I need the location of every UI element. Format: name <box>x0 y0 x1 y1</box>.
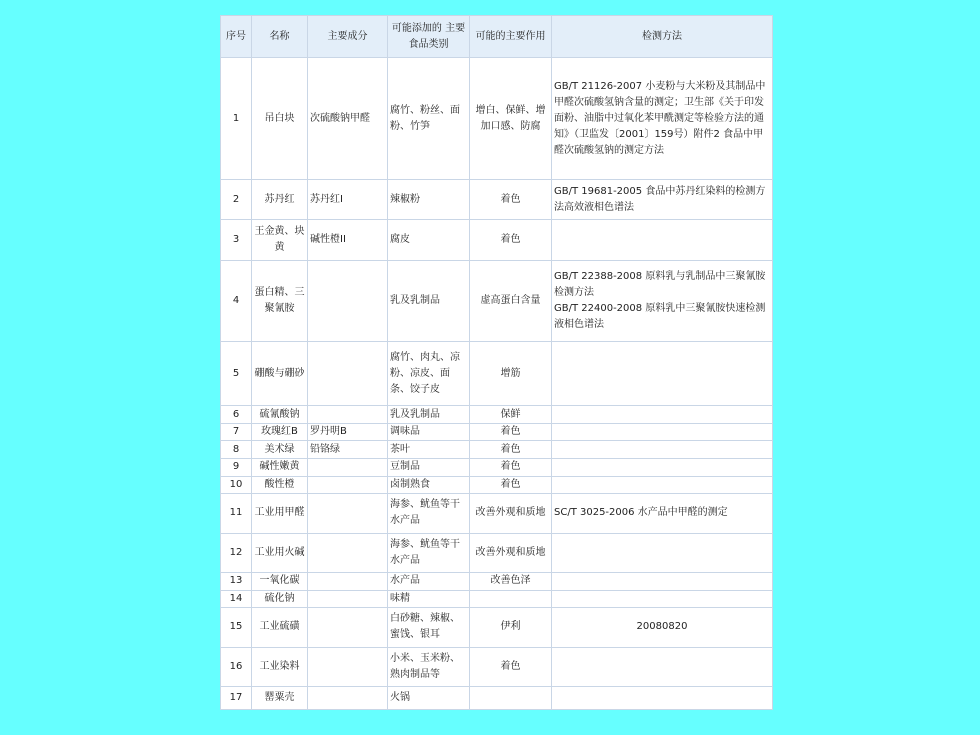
main-ingredient-cell <box>308 533 388 572</box>
additive-name-cell: 王金黄、块黄 <box>252 219 308 260</box>
document-page <box>220 15 772 710</box>
main-effect-cell: 增白、保鲜、增加口感、防腐 <box>470 58 552 180</box>
main-ingredient-cell <box>308 608 388 647</box>
row-number-cell: 7 <box>221 423 252 441</box>
additive-name-cell: 工业染料 <box>252 647 308 686</box>
food-category-cell: 调味品 <box>388 423 470 441</box>
food-category-cell: 茶叶 <box>388 441 470 459</box>
test-method-cell <box>552 459 773 477</box>
additive-name-cell: 酸性橙 <box>252 476 308 494</box>
header-foods: 可能添加的 主要食品类别 <box>388 16 470 58</box>
main-effect-cell: 虚高蛋白含量 <box>470 261 552 342</box>
food-category-cell: 豆制品 <box>388 459 470 477</box>
main-effect-cell: 改善外观和质地 <box>470 494 552 533</box>
test-method-cell <box>552 687 773 710</box>
main-effect-cell: 改善色泽 <box>470 573 552 591</box>
test-method-cell <box>552 590 773 608</box>
additive-name-cell: 蛋白精、三聚氰胺 <box>252 261 308 342</box>
main-effect-cell: 着色 <box>470 459 552 477</box>
table-row <box>221 476 773 494</box>
main-effect-cell: 着色 <box>470 423 552 441</box>
main-ingredient-cell: 碱性橙II <box>308 219 388 260</box>
table-row <box>221 608 773 647</box>
table-row <box>221 406 773 424</box>
additive-name-cell: 吊白块 <box>252 58 308 180</box>
row-number-cell: 11 <box>221 494 252 533</box>
row-number-cell: 2 <box>221 180 252 219</box>
additive-name-cell: 硫化钠 <box>252 590 308 608</box>
food-category-cell: 火锅 <box>388 687 470 710</box>
table-row <box>221 261 773 342</box>
main-effect-cell: 改善外观和质地 <box>470 533 552 572</box>
header-name: 名称 <box>252 16 308 58</box>
food-category-cell: 腐竹、肉丸、凉粉、凉皮、面条、饺子皮 <box>388 341 470 405</box>
food-category-cell: 腐竹、粉丝、面粉、竹笋 <box>388 58 470 180</box>
main-effect-cell: 着色 <box>470 647 552 686</box>
row-number-cell: 6 <box>221 406 252 424</box>
test-method-cell <box>552 406 773 424</box>
main-ingredient-cell: 苏丹红I <box>308 180 388 219</box>
header-method: 检测方法 <box>552 16 773 58</box>
main-ingredient-cell: 罗丹明B <box>308 423 388 441</box>
food-category-cell: 腐皮 <box>388 219 470 260</box>
additive-name-cell: 苏丹红 <box>252 180 308 219</box>
test-method-cell: 20080820 <box>552 608 773 647</box>
illegal-additives-table <box>220 15 773 710</box>
test-method-cell <box>552 647 773 686</box>
row-number-cell: 16 <box>221 647 252 686</box>
header-no: 序号 <box>221 16 252 58</box>
table-row <box>221 533 773 572</box>
main-ingredient-cell: 铅铬绿 <box>308 441 388 459</box>
food-category-cell: 乳及乳制品 <box>388 406 470 424</box>
main-ingredient-cell: 次硫酸钠甲醛 <box>308 58 388 180</box>
food-category-cell: 乳及乳制品 <box>388 261 470 342</box>
main-effect-cell: 伊利 <box>470 608 552 647</box>
row-number-cell: 10 <box>221 476 252 494</box>
row-number-cell: 4 <box>221 261 252 342</box>
main-effect-cell <box>470 590 552 608</box>
main-ingredient-cell <box>308 590 388 608</box>
test-method-cell <box>552 423 773 441</box>
table-row <box>221 423 773 441</box>
main-ingredient-cell <box>308 261 388 342</box>
additive-name-cell: 美术绿 <box>252 441 308 459</box>
test-method-cell <box>552 219 773 260</box>
food-category-cell: 水产品 <box>388 573 470 591</box>
header-ingredient: 主要成分 <box>308 16 388 58</box>
table-header-row <box>221 16 773 58</box>
main-effect-cell: 保鲜 <box>470 406 552 424</box>
table-row <box>221 647 773 686</box>
table-row <box>221 590 773 608</box>
test-method-cell <box>552 476 773 494</box>
table-row <box>221 459 773 477</box>
food-category-cell: 卤制熟食 <box>388 476 470 494</box>
row-number-cell: 17 <box>221 687 252 710</box>
main-ingredient-cell <box>308 406 388 424</box>
main-ingredient-cell <box>308 494 388 533</box>
main-ingredient-cell <box>308 459 388 477</box>
additive-name-cell: 玫瑰红B <box>252 423 308 441</box>
additive-name-cell: 一氧化碳 <box>252 573 308 591</box>
test-method-cell: SC/T 3025-2006 水产品中甲醛的测定 <box>552 494 773 533</box>
table-row <box>221 341 773 405</box>
table-row <box>221 219 773 260</box>
test-method-cell: GB/T 22388-2008 原料乳与乳制品中三聚氰胺检测方法 GB/T 22400-2008 原料乳中三聚氰胺快速检测液相色谱法 <box>552 261 773 342</box>
food-category-cell: 海参、鱿鱼等干水产品 <box>388 533 470 572</box>
table-row <box>221 441 773 459</box>
header-effect: 可能的主要作用 <box>470 16 552 58</box>
row-number-cell: 5 <box>221 341 252 405</box>
table-body <box>221 58 773 710</box>
main-effect-cell: 着色 <box>470 180 552 219</box>
food-category-cell: 辣椒粉 <box>388 180 470 219</box>
food-category-cell: 小米、玉米粉、熟肉制品等 <box>388 647 470 686</box>
test-method-cell: GB/T 21126-2007 小麦粉与大米粉及其制品中甲醛次硫酸氢钠含量的测定；卫生部《关于印发面粉、油脂中过氧化苯甲酰测定等检验方法的通知》（卫监发〔2001〕159号）附件2 食品中甲醛次硫酸氢钠的测定方法 <box>552 58 773 180</box>
additive-name-cell: 工业用火碱 <box>252 533 308 572</box>
additive-name-cell: 硼酸与硼砂 <box>252 341 308 405</box>
table-row <box>221 180 773 219</box>
food-category-cell: 白砂糖、辣椒、蜜饯、银耳 <box>388 608 470 647</box>
table-row <box>221 687 773 710</box>
row-number-cell: 3 <box>221 219 252 260</box>
main-effect-cell: 增筋 <box>470 341 552 405</box>
main-ingredient-cell <box>308 647 388 686</box>
additive-name-cell: 罂粟壳 <box>252 687 308 710</box>
row-number-cell: 1 <box>221 58 252 180</box>
additive-name-cell: 工业用甲醛 <box>252 494 308 533</box>
main-ingredient-cell <box>308 341 388 405</box>
row-number-cell: 8 <box>221 441 252 459</box>
test-method-cell: GB/T 19681-2005 食品中苏丹红染料的检测方法高效液相色谱法 <box>552 180 773 219</box>
table-row <box>221 573 773 591</box>
row-number-cell: 15 <box>221 608 252 647</box>
row-number-cell: 9 <box>221 459 252 477</box>
main-effect-cell: 着色 <box>470 219 552 260</box>
food-category-cell: 味精 <box>388 590 470 608</box>
main-ingredient-cell <box>308 476 388 494</box>
main-ingredient-cell <box>308 573 388 591</box>
additive-name-cell: 工业硫磺 <box>252 608 308 647</box>
food-category-cell: 海参、鱿鱼等干水产品 <box>388 494 470 533</box>
main-effect-cell: 着色 <box>470 441 552 459</box>
test-method-cell <box>552 533 773 572</box>
table-row <box>221 494 773 533</box>
row-number-cell: 13 <box>221 573 252 591</box>
additive-name-cell: 硫氰酸钠 <box>252 406 308 424</box>
additive-name-cell: 碱性嫩黄 <box>252 459 308 477</box>
test-method-cell <box>552 441 773 459</box>
main-ingredient-cell <box>308 687 388 710</box>
table-row <box>221 58 773 180</box>
main-effect-cell <box>470 687 552 710</box>
test-method-cell <box>552 341 773 405</box>
row-number-cell: 12 <box>221 533 252 572</box>
main-effect-cell: 着色 <box>470 476 552 494</box>
row-number-cell: 14 <box>221 590 252 608</box>
test-method-cell <box>552 573 773 591</box>
